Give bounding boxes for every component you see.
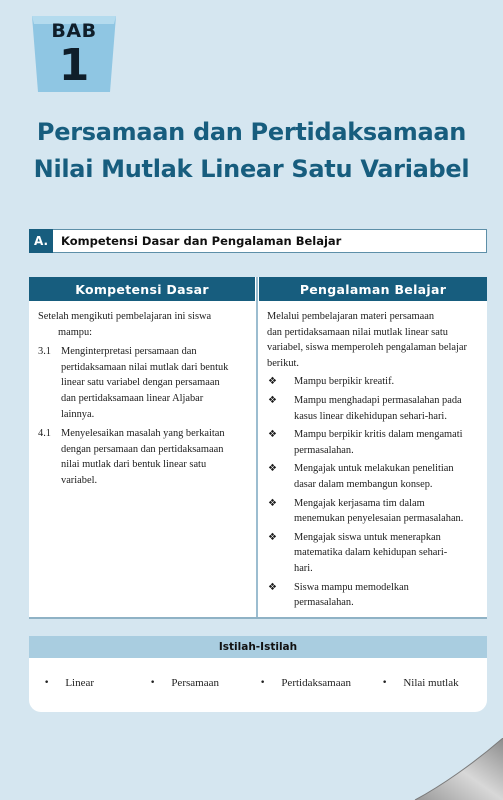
section-letter: A. <box>29 229 53 253</box>
terms-list <box>29 658 487 689</box>
experience-text <box>294 374 394 390</box>
experience-text-line: kasus linear dikehidupan sehari-hari. <box>294 410 447 422</box>
term-item <box>29 677 135 689</box>
experience-text <box>294 580 409 611</box>
experience-text <box>294 496 463 527</box>
experience-text-line: Mengajak untuk melakukan penelitian <box>294 463 454 475</box>
competency-column-body <box>29 301 256 489</box>
competency-number: 3.1 <box>38 346 51 358</box>
diamond-bullet-icon: ❖ <box>268 429 277 441</box>
competency-text-line: pertidaksamaan nilai mutlak dari bentuk <box>61 361 229 373</box>
experience-item <box>267 461 479 492</box>
terms-header: Istilah-Istilah <box>29 636 487 658</box>
diamond-bullet-icon: ❖ <box>268 531 277 543</box>
experience-item <box>267 580 479 611</box>
experience-text <box>294 393 462 424</box>
bullet-dot-icon: • <box>382 678 388 688</box>
competency-item <box>38 426 248 488</box>
experience-text-line: permasalahan. <box>294 444 354 456</box>
chapter-title <box>0 114 503 188</box>
experience-text <box>294 530 447 577</box>
competency-text-line: nilai mutlak dari bentuk linear satu <box>61 459 207 471</box>
experience-intro-line: berikut. <box>267 357 300 369</box>
competency-column-header: Kompetensi Dasar <box>29 277 255 301</box>
experience-text-line: Mengajak siswa untuk menerapkan <box>294 531 441 543</box>
section-heading <box>29 229 487 253</box>
experience-item <box>267 393 479 424</box>
experience-text-line: Mengajak kerjasama tim dalam <box>294 497 425 509</box>
chapter-title-line-1: Persamaan dan Pertidaksamaan <box>36 118 467 146</box>
experience-item <box>267 427 479 458</box>
bullet-dot-icon: • <box>260 678 266 688</box>
term-label: Linear <box>65 677 95 689</box>
chapter-label: BAB <box>51 20 97 42</box>
experience-intro <box>267 309 479 371</box>
competency-intro-line-2: mampu: <box>58 326 93 338</box>
competency-item <box>38 344 248 422</box>
bullet-dot-icon: • <box>44 678 50 688</box>
chapter-title-line-2: Nilai Mutlak Linear Satu Variabel <box>33 155 470 183</box>
experience-intro-line: Melalui pembelajaran materi persamaan <box>267 311 435 322</box>
competency-intro-line-1: Setelah mengikuti pembelajaran ini siswa <box>38 311 212 322</box>
competency-intro <box>38 309 248 340</box>
experience-text <box>294 461 454 492</box>
competency-text-line: lainnya. <box>61 408 95 420</box>
bullet-dot-icon: • <box>150 678 156 688</box>
competency-text-line: variabel. <box>61 474 98 486</box>
competency-text-line: Menyelesaikan masalah yang berkaitan <box>61 428 225 440</box>
experience-text-line: Mampu berpikir kritis dalam mengamati <box>294 429 463 441</box>
experience-text-line: menemukan penyelesaian permasalahan. <box>294 513 464 525</box>
experience-intro-line: dan pertidaksamaan nilai mutlak linear satu <box>267 326 448 338</box>
competency-text-line: dan pertidaksamaan linear Aljabar <box>61 392 204 404</box>
experience-text-line: permasalahan. <box>294 597 354 609</box>
experience-text-line: Siswa mampu memodelkan <box>294 581 409 593</box>
experience-text-line: hari. <box>294 562 313 574</box>
page-curl-decoration <box>411 738 503 800</box>
term-item <box>240 677 366 689</box>
experience-column-body <box>258 301 487 611</box>
term-item <box>135 677 240 689</box>
experience-item <box>267 374 479 390</box>
experience-item <box>267 530 479 577</box>
section-title: Kompetensi Dasar dan Pengalaman Belajar <box>61 234 342 248</box>
experience-column-header: Pengalaman Belajar <box>259 277 487 301</box>
experience-text-line: dasar dalam membangun konsep. <box>294 478 433 490</box>
competency-table <box>29 277 487 619</box>
experience-text <box>294 427 463 458</box>
experience-text-line: Mampu berpikir kreatif. <box>294 376 395 388</box>
experience-text-line: Mampu menghadapi permasalahan pada <box>294 394 462 406</box>
chapter-badge <box>30 14 118 94</box>
competency-text-line: Menginterpretasi persamaan dan <box>61 346 197 358</box>
diamond-bullet-icon: ❖ <box>268 463 277 475</box>
diamond-bullet-icon: ❖ <box>268 376 277 388</box>
diamond-bullet-icon: ❖ <box>268 394 277 406</box>
competency-number: 4.1 <box>38 428 51 440</box>
competency-text <box>61 426 225 488</box>
experience-item <box>267 496 479 527</box>
competency-column <box>29 277 258 617</box>
competency-text-line: dengan persamaan dan pertidaksamaan <box>61 443 224 455</box>
terms-box <box>29 636 487 712</box>
competency-text <box>61 344 228 422</box>
chapter-number: 1 <box>58 40 90 91</box>
term-label: Persamaan <box>171 677 219 689</box>
term-item <box>366 677 487 689</box>
term-label: Nilai mutlak <box>403 677 459 689</box>
term-label: Pertidaksamaan <box>281 677 351 689</box>
experience-intro-line: variabel, siswa memperoleh pengalaman belajar <box>267 342 467 354</box>
experience-column <box>258 277 487 617</box>
diamond-bullet-icon: ❖ <box>268 497 277 509</box>
experience-text-line: matematika dalam kehidupan sehari- <box>294 547 448 559</box>
competency-text-line: linear satu variabel dengan persamaan <box>61 377 220 389</box>
diamond-bullet-icon: ❖ <box>268 581 277 593</box>
